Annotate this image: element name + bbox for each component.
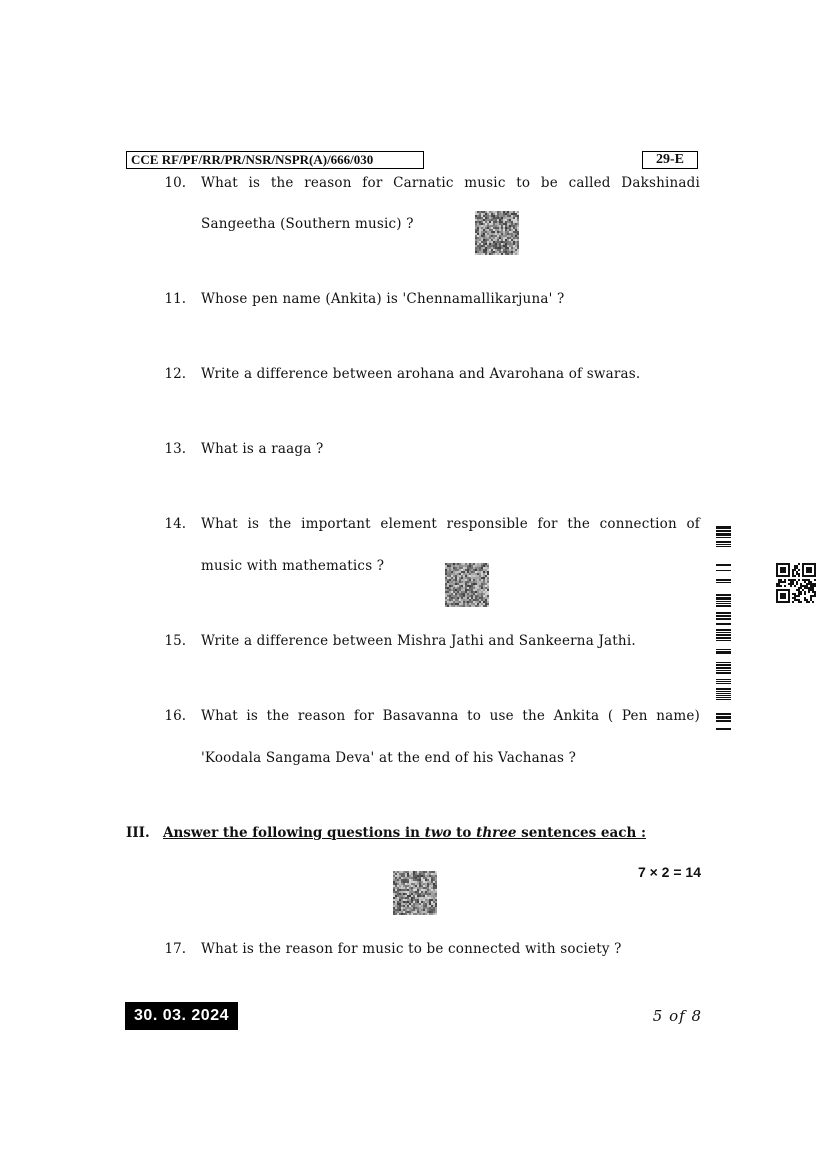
question-text-13: What is a raaga ? [201,441,324,457]
page-indicator: 5 of 8 [652,1007,702,1025]
question-number-14: 14. [164,516,186,532]
section-title: Answer the following questions in two to three sentences each : [163,825,646,841]
qr-mosaic-icon [393,871,437,915]
question-number-16: 16. [164,708,186,724]
question-number-17: 17. [164,941,186,957]
question-number-12: 12. [164,366,186,382]
exam-date-badge: 30. 03. 2024 [125,1002,238,1030]
question-text-11: Whose pen name (Ankita) is 'Chennamallikarjuna' ? [201,291,565,307]
qr-code-icon [776,563,816,603]
question-text-15: Write a difference between Mishra Jathi and Sankeerna Jathi. [201,633,636,649]
question-text-16-line2: 'Koodala Sangama Deva' at the end of his Vachanas ? [201,750,577,766]
question-number-10: 10. [164,175,186,191]
barcode-icon [716,524,731,730]
section-number: III. [126,825,150,841]
qr-mosaic-icon [445,563,489,607]
question-number-13: 13. [164,441,186,457]
question-text-14-line2: music with mathematics ? [201,558,385,574]
question-number-11: 11. [164,291,186,307]
qr-mosaic-icon [475,211,519,255]
question-text-16-line1: What is the reason for Basavanna to use the Ankita ( Pen name) [201,708,700,724]
question-text-17: What is the reason for music to be connected with society ? [201,941,622,957]
question-text-10-line1: What is the reason for Carnatic music to be called Dakshinadi [201,175,700,191]
paper-number: 29-E [642,151,698,169]
question-text-14-line1: What is the important element responsible for the connection of [201,516,700,532]
section-marks: 7 × 2 = 14 [637,864,701,880]
question-text-12: Write a difference between arohana and Avarohana of swaras. [201,366,641,382]
question-number-15: 15. [164,633,186,649]
exam-code: CCE RF/PF/RR/PR/NSR/NSPR(A)/666/030 [126,151,424,169]
question-text-10-line2: Sangeetha (Southern music) ? [201,216,414,232]
